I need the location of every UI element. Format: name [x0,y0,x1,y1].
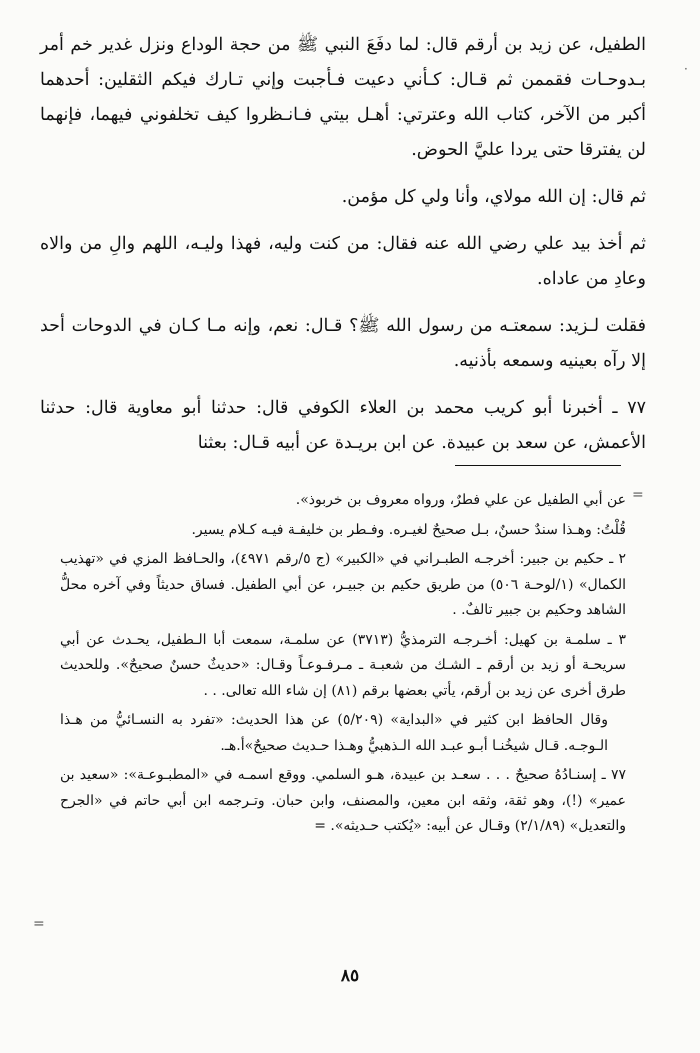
main-paragraph-2: ثم قال: إن الله مولاي، وأنا ولي كل مؤمن. [341,187,646,207]
footnote-line: عن أبي الطفيل عن علي فطرٌ، ورواه معروف بن خربوذ». [295,492,626,508]
main-paragraph-5: ٧٧ ـ أخبرنا أبو كريب محمد بن العلاء الكوفي قال: حدثنا أبو معاوية قال: حدثنا الأعمش، عن سعد بن عبيدة. عن ابن بريـدة عن أبيه قـال: بعثنا [40,398,646,453]
footnote-item-77: ٧٧ ـ إسنـادُهُ صحيحٌ . . . سعـد بن عبيدة، هـو السلمي. ووقع اسمـه في «المطبـوعـة»: «سعيد بن عمير» (!)، وهو ثقة، وثقه ابن معين، والمصنف، وابن حبان. وتـرجمه ابن أبي حاتم في «الجرح والتعديل» (٢/١/٨٩) وقـال عن أبيه: «يُكتب حـديثه». = [60,767,626,834]
footnotes [60,488,626,844]
footnote-comment: قُلْتُ: وهـذا سندٌ حسنٌ، بـل صحيحٌ لغيـره. وفـطر بن خليفـة فيـه كـلام يسير. [191,521,626,538]
page-number: ٨٥ [340,966,360,986]
footnote-quote: وقال الحافظ ابن كثير في «البداية» (٥/٢٠٩) عن هذا الحديث: «تفرد به النسـائيُّ من هـذا الـوجـه. قـال شيخُنـا أبـو عبـد الله الـذهبيُّ وهـذا حـديث صحيحٌ»أ.هـ. [60,712,608,754]
margin-dot: · [684,62,688,76]
main-text [40,28,646,473]
main-paragraph-1: الطفيل، عن زيد بن أرقم قال: لما دفَعَ النبي ﷺ من حجة الوداع ونزل غدير خم أمر بـدوحـات فقممن ثم قـال: كـأني دعيت فـأجبت وإني تـارك فيكم الثقلين: أحدهما أكبر من الآخر، كتاب الله وعترتي: أهـل بيتي فـانـظروا كيف تخلفوني فيهما، فإنهما لن يفترقا حتى يردا عليَّ الحوض. [40,35,646,160]
main-paragraph-4: فقلت لـزيد: سمعتـه من رسول الله ﷺ؟ قـال: نعم، وإنه مـا كـان في الدوحات أحد إلا رآه بعينيه وسمعه بأذنيه. [40,316,646,371]
footnote-separator [455,465,621,466]
footnote-item-2: ٢ ـ حكيم بن جبير: أخرجـه الطبـراني في «الكبير» (ج ٥/رقم ٤٩٧١)، والحـافظ المزي في «تهذيب الكمال» (١/لوحـة ٥٠٦) من طريق حكيم بن جبيـر، عن أبي الطفيل. فساق حديثاً وفي آخره محلُّ الشاهد وحكيم بن جبير تالفٌ. . [60,551,627,618]
continuation-mark-bottom: = [33,916,45,932]
footnote-item-3: ٣ ـ سلمـة بن كهيل: أخـرجـه الترمذيُّ (٣٧١٣) عن سلمـة، سمعت أبا الـطفيل، يحـدث عن أبي سريحـة أو زيد بن أرقم ـ الشـك من شعبـة ـ مـرفـوعـاً وقـال: «حديثٌ حسنٌ صحيحٌ». وللحديث طرق أخرى عن زيد بن أرقم، يأتي بعضها برقم (٨١) إن شاء الله تعالى. . . [60,631,627,699]
main-paragraph-3: ثم أخذ بيد علي رضي الله عنه فقال: من كنت وليه، فهذا وليـه، اللهم والِ من والاه وعادِ من عاداه. [40,234,646,289]
continuation-mark-top: = [632,487,644,503]
